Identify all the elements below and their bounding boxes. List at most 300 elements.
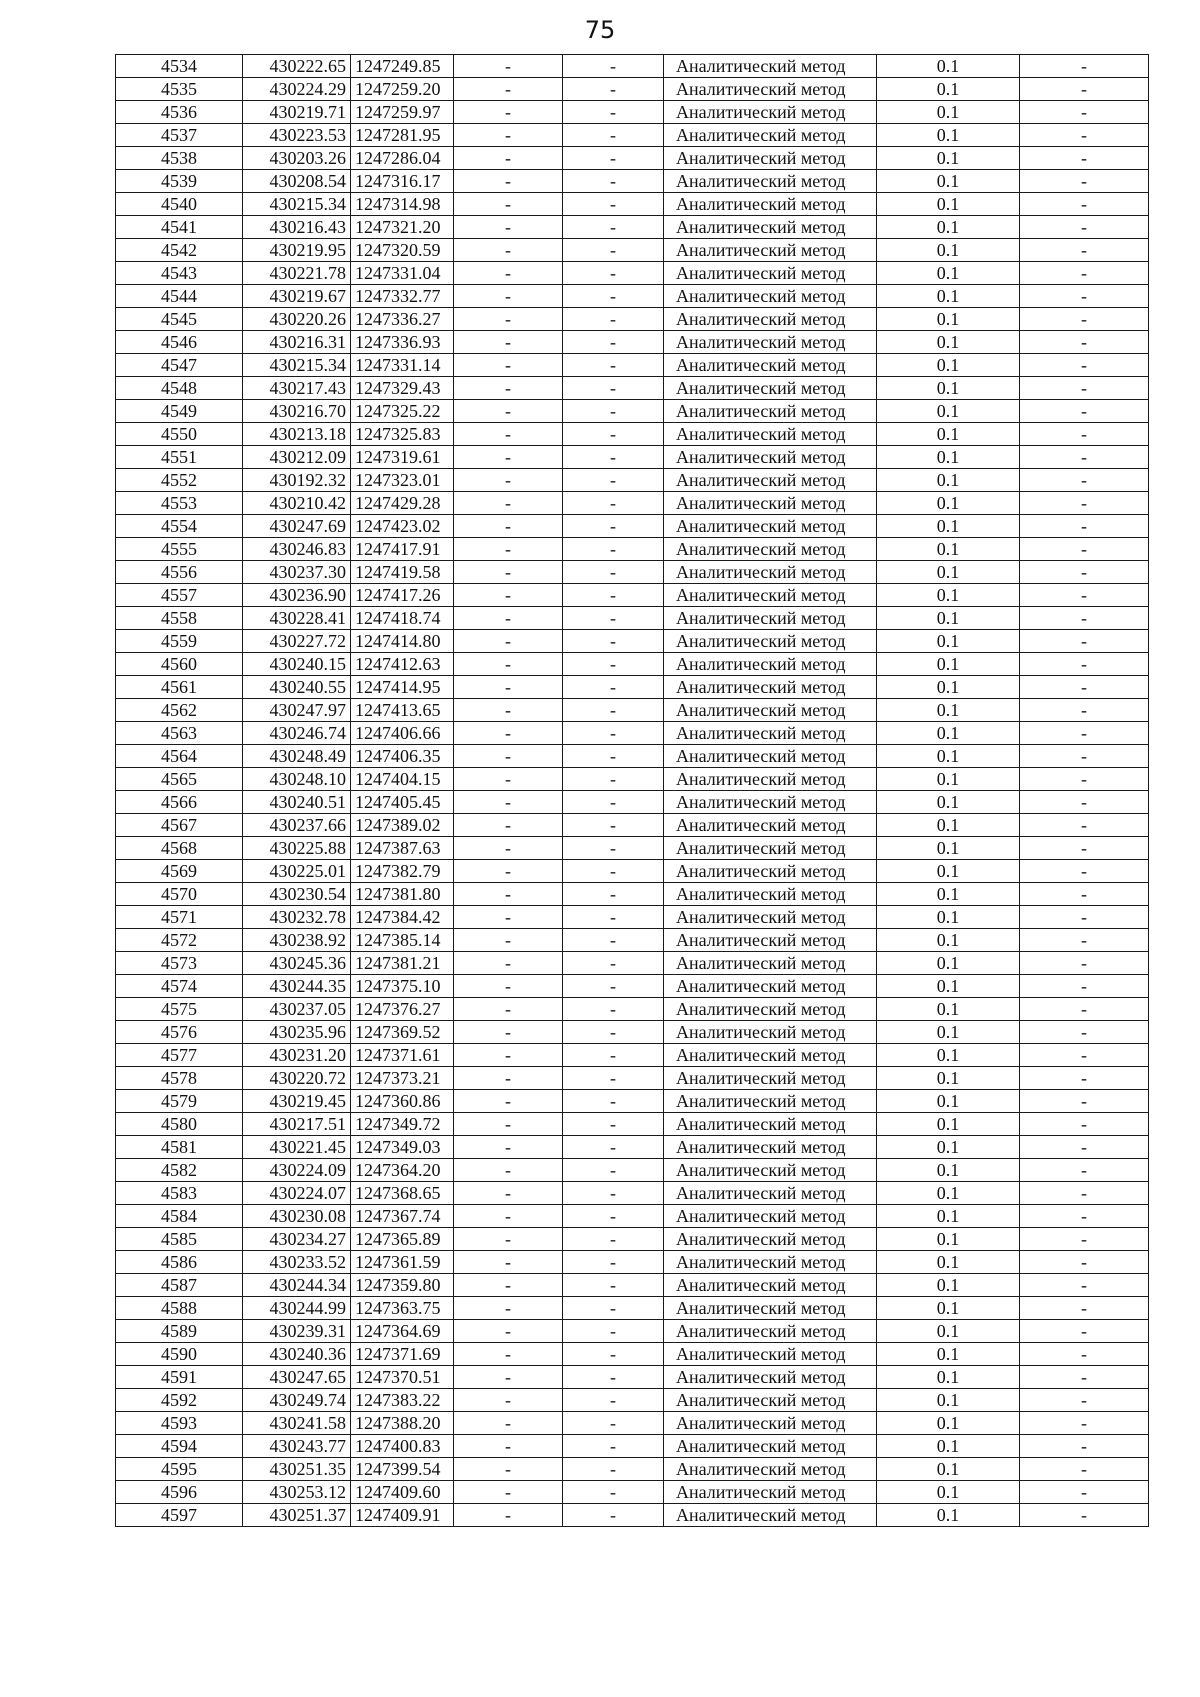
x-coordinate-cell: 430192.32 [243, 469, 351, 492]
col8-cell: - [1020, 906, 1149, 929]
table-row [116, 630, 1149, 653]
col8-cell: - [1020, 78, 1149, 101]
table-row [116, 308, 1149, 331]
table-body [116, 55, 1149, 1527]
y-coordinate-cell: 1247349.72 [351, 1113, 454, 1136]
table-row [116, 124, 1149, 147]
method-cell: Аналитический метод [664, 515, 877, 538]
table-row [116, 1366, 1149, 1389]
y-coordinate-cell: 1247371.61 [351, 1044, 454, 1067]
method-cell: Аналитический метод [664, 952, 877, 975]
col5-cell: - [563, 400, 664, 423]
col8-cell: - [1020, 423, 1149, 446]
accuracy-cell: 0.1 [877, 722, 1020, 745]
col5-cell: - [563, 308, 664, 331]
col4-cell: - [454, 1458, 563, 1481]
col8-cell: - [1020, 561, 1149, 584]
y-coordinate-cell: 1247363.75 [351, 1297, 454, 1320]
accuracy-cell: 0.1 [877, 1182, 1020, 1205]
x-coordinate-cell: 430228.41 [243, 607, 351, 630]
point-number-cell: 4594 [116, 1435, 243, 1458]
point-number-cell: 4545 [116, 308, 243, 331]
x-coordinate-cell: 430231.20 [243, 1044, 351, 1067]
point-number-cell: 4557 [116, 584, 243, 607]
method-cell: Аналитический метод [664, 354, 877, 377]
y-coordinate-cell: 1247399.54 [351, 1458, 454, 1481]
method-cell: Аналитический метод [664, 1113, 877, 1136]
method-cell: Аналитический метод [664, 216, 877, 239]
col8-cell: - [1020, 584, 1149, 607]
method-cell: Аналитический метод [664, 400, 877, 423]
accuracy-cell: 0.1 [877, 239, 1020, 262]
point-number-cell: 4596 [116, 1481, 243, 1504]
accuracy-cell: 0.1 [877, 446, 1020, 469]
accuracy-cell: 0.1 [877, 262, 1020, 285]
table-row [116, 1343, 1149, 1366]
col8-cell: - [1020, 331, 1149, 354]
col4-cell: - [454, 492, 563, 515]
col5-cell: - [563, 1067, 664, 1090]
accuracy-cell: 0.1 [877, 975, 1020, 998]
y-coordinate-cell: 1247329.43 [351, 377, 454, 400]
col4-cell: - [454, 768, 563, 791]
col4-cell: - [454, 676, 563, 699]
point-number-cell: 4574 [116, 975, 243, 998]
col4-cell: - [454, 837, 563, 860]
y-coordinate-cell: 1247332.77 [351, 285, 454, 308]
x-coordinate-cell: 430217.43 [243, 377, 351, 400]
accuracy-cell: 0.1 [877, 1343, 1020, 1366]
col5-cell: - [563, 745, 664, 768]
y-coordinate-cell: 1247419.58 [351, 561, 454, 584]
table-row [116, 676, 1149, 699]
col5-cell: - [563, 285, 664, 308]
accuracy-cell: 0.1 [877, 1136, 1020, 1159]
method-cell: Аналитический метод [664, 1343, 877, 1366]
table-row [116, 952, 1149, 975]
table-row [116, 331, 1149, 354]
method-cell: Аналитический метод [664, 630, 877, 653]
col5-cell: - [563, 55, 664, 78]
point-number-cell: 4562 [116, 699, 243, 722]
col4-cell: - [454, 630, 563, 653]
col4-cell: - [454, 722, 563, 745]
table-row [116, 837, 1149, 860]
x-coordinate-cell: 430203.26 [243, 147, 351, 170]
accuracy-cell: 0.1 [877, 124, 1020, 147]
point-number-cell: 4591 [116, 1366, 243, 1389]
point-number-cell: 4590 [116, 1343, 243, 1366]
col5-cell: - [563, 1366, 664, 1389]
y-coordinate-cell: 1247314.98 [351, 193, 454, 216]
point-number-cell: 4572 [116, 929, 243, 952]
accuracy-cell: 0.1 [877, 1159, 1020, 1182]
point-number-cell: 4551 [116, 446, 243, 469]
col4-cell: - [454, 1412, 563, 1435]
method-cell: Аналитический метод [664, 1458, 877, 1481]
col8-cell: - [1020, 1435, 1149, 1458]
table-row [116, 239, 1149, 262]
accuracy-cell: 0.1 [877, 55, 1020, 78]
col8-cell: - [1020, 653, 1149, 676]
x-coordinate-cell: 430224.29 [243, 78, 351, 101]
accuracy-cell: 0.1 [877, 745, 1020, 768]
x-coordinate-cell: 430221.78 [243, 262, 351, 285]
x-coordinate-cell: 430247.97 [243, 699, 351, 722]
point-number-cell: 4542 [116, 239, 243, 262]
col4-cell: - [454, 1182, 563, 1205]
y-coordinate-cell: 1247321.20 [351, 216, 454, 239]
x-coordinate-cell: 430248.49 [243, 745, 351, 768]
y-coordinate-cell: 1247371.69 [351, 1343, 454, 1366]
x-coordinate-cell: 430230.08 [243, 1205, 351, 1228]
col8-cell: - [1020, 515, 1149, 538]
col8-cell: - [1020, 814, 1149, 837]
col8-cell: - [1020, 262, 1149, 285]
method-cell: Аналитический метод [664, 837, 877, 860]
y-coordinate-cell: 1247320.59 [351, 239, 454, 262]
x-coordinate-cell: 430222.65 [243, 55, 351, 78]
col4-cell: - [454, 1228, 563, 1251]
method-cell: Аналитический метод [664, 538, 877, 561]
point-number-cell: 4567 [116, 814, 243, 837]
table-row [116, 883, 1149, 906]
x-coordinate-cell: 430238.92 [243, 929, 351, 952]
x-coordinate-cell: 430241.58 [243, 1412, 351, 1435]
accuracy-cell: 0.1 [877, 929, 1020, 952]
col5-cell: - [563, 998, 664, 1021]
method-cell: Аналитический метод [664, 929, 877, 952]
method-cell: Аналитический метод [664, 331, 877, 354]
method-cell: Аналитический метод [664, 1366, 877, 1389]
col8-cell: - [1020, 1297, 1149, 1320]
col5-cell: - [563, 1320, 664, 1343]
point-number-cell: 4589 [116, 1320, 243, 1343]
accuracy-cell: 0.1 [877, 952, 1020, 975]
x-coordinate-cell: 430230.54 [243, 883, 351, 906]
col5-cell: - [563, 699, 664, 722]
col5-cell: - [563, 239, 664, 262]
point-number-cell: 4586 [116, 1251, 243, 1274]
col5-cell: - [563, 1343, 664, 1366]
x-coordinate-cell: 430240.36 [243, 1343, 351, 1366]
col8-cell: - [1020, 722, 1149, 745]
col8-cell: - [1020, 791, 1149, 814]
col5-cell: - [563, 860, 664, 883]
col5-cell: - [563, 906, 664, 929]
table-row [116, 193, 1149, 216]
point-number-cell: 4581 [116, 1136, 243, 1159]
method-cell: Аналитический метод [664, 561, 877, 584]
col4-cell: - [454, 584, 563, 607]
col4-cell: - [454, 446, 563, 469]
table-row [116, 860, 1149, 883]
accuracy-cell: 0.1 [877, 1435, 1020, 1458]
table-row [116, 469, 1149, 492]
accuracy-cell: 0.1 [877, 377, 1020, 400]
col8-cell: - [1020, 1251, 1149, 1274]
x-coordinate-cell: 430215.34 [243, 193, 351, 216]
table-row [116, 1067, 1149, 1090]
col4-cell: - [454, 78, 563, 101]
y-coordinate-cell: 1247400.83 [351, 1435, 454, 1458]
method-cell: Аналитический метод [664, 101, 877, 124]
col8-cell: - [1020, 469, 1149, 492]
table-row [116, 285, 1149, 308]
y-coordinate-cell: 1247331.14 [351, 354, 454, 377]
accuracy-cell: 0.1 [877, 469, 1020, 492]
col4-cell: - [454, 1021, 563, 1044]
y-coordinate-cell: 1247381.80 [351, 883, 454, 906]
col4-cell: - [454, 1320, 563, 1343]
table-row [116, 446, 1149, 469]
table-row [116, 1044, 1149, 1067]
col5-cell: - [563, 952, 664, 975]
col5-cell: - [563, 538, 664, 561]
method-cell: Аналитический метод [664, 1090, 877, 1113]
accuracy-cell: 0.1 [877, 101, 1020, 124]
y-coordinate-cell: 1247382.79 [351, 860, 454, 883]
point-number-cell: 4547 [116, 354, 243, 377]
point-number-cell: 4595 [116, 1458, 243, 1481]
accuracy-cell: 0.1 [877, 400, 1020, 423]
x-coordinate-cell: 430235.96 [243, 1021, 351, 1044]
col8-cell: - [1020, 952, 1149, 975]
accuracy-cell: 0.1 [877, 814, 1020, 837]
x-coordinate-cell: 430237.30 [243, 561, 351, 584]
x-coordinate-cell: 430245.36 [243, 952, 351, 975]
method-cell: Аналитический метод [664, 975, 877, 998]
y-coordinate-cell: 1247406.35 [351, 745, 454, 768]
point-number-cell: 4555 [116, 538, 243, 561]
col5-cell: - [563, 1205, 664, 1228]
table-row [116, 1504, 1149, 1527]
point-number-cell: 4582 [116, 1159, 243, 1182]
col5-cell: - [563, 883, 664, 906]
table-row [116, 561, 1149, 584]
y-coordinate-cell: 1247385.14 [351, 929, 454, 952]
method-cell: Аналитический метод [664, 768, 877, 791]
col8-cell: - [1020, 285, 1149, 308]
accuracy-cell: 0.1 [877, 1021, 1020, 1044]
point-number-cell: 4558 [116, 607, 243, 630]
table-row [116, 699, 1149, 722]
col4-cell: - [454, 1481, 563, 1504]
point-number-cell: 4535 [116, 78, 243, 101]
y-coordinate-cell: 1247417.26 [351, 584, 454, 607]
x-coordinate-cell: 430234.27 [243, 1228, 351, 1251]
x-coordinate-cell: 430249.74 [243, 1389, 351, 1412]
col8-cell: - [1020, 1113, 1149, 1136]
point-number-cell: 4553 [116, 492, 243, 515]
col8-cell: - [1020, 975, 1149, 998]
col8-cell: - [1020, 1182, 1149, 1205]
y-coordinate-cell: 1247336.27 [351, 308, 454, 331]
table-row [116, 1251, 1149, 1274]
col4-cell: - [454, 1274, 563, 1297]
method-cell: Аналитический метод [664, 147, 877, 170]
col8-cell: - [1020, 147, 1149, 170]
table-row [116, 1297, 1149, 1320]
col4-cell: - [454, 1435, 563, 1458]
y-coordinate-cell: 1247331.04 [351, 262, 454, 285]
x-coordinate-cell: 430212.09 [243, 446, 351, 469]
accuracy-cell: 0.1 [877, 1228, 1020, 1251]
col5-cell: - [563, 791, 664, 814]
col5-cell: - [563, 929, 664, 952]
col8-cell: - [1020, 538, 1149, 561]
x-coordinate-cell: 430243.77 [243, 1435, 351, 1458]
col8-cell: - [1020, 1481, 1149, 1504]
accuracy-cell: 0.1 [877, 285, 1020, 308]
table-row [116, 1090, 1149, 1113]
point-number-cell: 4585 [116, 1228, 243, 1251]
point-number-cell: 4559 [116, 630, 243, 653]
col8-cell: - [1020, 699, 1149, 722]
x-coordinate-cell: 430253.12 [243, 1481, 351, 1504]
point-number-cell: 4566 [116, 791, 243, 814]
point-number-cell: 4540 [116, 193, 243, 216]
accuracy-cell: 0.1 [877, 998, 1020, 1021]
table-row [116, 607, 1149, 630]
col8-cell: - [1020, 55, 1149, 78]
table-row [116, 1389, 1149, 1412]
table-row [116, 1458, 1149, 1481]
col8-cell: - [1020, 929, 1149, 952]
method-cell: Аналитический метод [664, 1228, 877, 1251]
accuracy-cell: 0.1 [877, 1113, 1020, 1136]
method-cell: Аналитический метод [664, 722, 877, 745]
x-coordinate-cell: 430244.99 [243, 1297, 351, 1320]
accuracy-cell: 0.1 [877, 676, 1020, 699]
col5-cell: - [563, 1274, 664, 1297]
method-cell: Аналитический метод [664, 883, 877, 906]
col8-cell: - [1020, 1389, 1149, 1412]
col8-cell: - [1020, 1136, 1149, 1159]
accuracy-cell: 0.1 [877, 170, 1020, 193]
col8-cell: - [1020, 630, 1149, 653]
point-number-cell: 4556 [116, 561, 243, 584]
point-number-cell: 4544 [116, 285, 243, 308]
y-coordinate-cell: 1247364.20 [351, 1159, 454, 1182]
table-row [116, 1274, 1149, 1297]
point-number-cell: 4538 [116, 147, 243, 170]
x-coordinate-cell: 430219.45 [243, 1090, 351, 1113]
col5-cell: - [563, 1481, 664, 1504]
table-row [116, 147, 1149, 170]
col5-cell: - [563, 1412, 664, 1435]
col5-cell: - [563, 722, 664, 745]
y-coordinate-cell: 1247365.89 [351, 1228, 454, 1251]
y-coordinate-cell: 1247323.01 [351, 469, 454, 492]
x-coordinate-cell: 430225.01 [243, 860, 351, 883]
x-coordinate-cell: 430224.09 [243, 1159, 351, 1182]
col4-cell: - [454, 653, 563, 676]
col8-cell: - [1020, 1090, 1149, 1113]
y-coordinate-cell: 1247429.28 [351, 492, 454, 515]
accuracy-cell: 0.1 [877, 308, 1020, 331]
method-cell: Аналитический метод [664, 1136, 877, 1159]
y-coordinate-cell: 1247387.63 [351, 837, 454, 860]
col8-cell: - [1020, 492, 1149, 515]
y-coordinate-cell: 1247412.63 [351, 653, 454, 676]
col5-cell: - [563, 814, 664, 837]
accuracy-cell: 0.1 [877, 331, 1020, 354]
method-cell: Аналитический метод [664, 1251, 877, 1274]
x-coordinate-cell: 430216.43 [243, 216, 351, 239]
col5-cell: - [563, 469, 664, 492]
col5-cell: - [563, 1182, 664, 1205]
accuracy-cell: 0.1 [877, 699, 1020, 722]
x-coordinate-cell: 430221.45 [243, 1136, 351, 1159]
col5-cell: - [563, 354, 664, 377]
y-coordinate-cell: 1247409.91 [351, 1504, 454, 1527]
col5-cell: - [563, 1228, 664, 1251]
x-coordinate-cell: 430224.07 [243, 1182, 351, 1205]
point-number-cell: 4554 [116, 515, 243, 538]
x-coordinate-cell: 430239.31 [243, 1320, 351, 1343]
method-cell: Аналитический метод [664, 1297, 877, 1320]
x-coordinate-cell: 430220.26 [243, 308, 351, 331]
x-coordinate-cell: 430208.54 [243, 170, 351, 193]
col8-cell: - [1020, 1412, 1149, 1435]
y-coordinate-cell: 1247319.61 [351, 446, 454, 469]
col5-cell: - [563, 653, 664, 676]
accuracy-cell: 0.1 [877, 193, 1020, 216]
accuracy-cell: 0.1 [877, 216, 1020, 239]
table-row [116, 1205, 1149, 1228]
accuracy-cell: 0.1 [877, 837, 1020, 860]
col5-cell: - [563, 1090, 664, 1113]
table-row [116, 929, 1149, 952]
method-cell: Аналитический метод [664, 423, 877, 446]
accuracy-cell: 0.1 [877, 1205, 1020, 1228]
x-coordinate-cell: 430251.35 [243, 1458, 351, 1481]
col8-cell: - [1020, 860, 1149, 883]
point-number-cell: 4569 [116, 860, 243, 883]
point-number-cell: 4541 [116, 216, 243, 239]
col4-cell: - [454, 1113, 563, 1136]
table-row [116, 745, 1149, 768]
y-coordinate-cell: 1247316.17 [351, 170, 454, 193]
col4-cell: - [454, 285, 563, 308]
col4-cell: - [454, 55, 563, 78]
method-cell: Аналитический метод [664, 469, 877, 492]
col4-cell: - [454, 561, 563, 584]
y-coordinate-cell: 1247368.65 [351, 1182, 454, 1205]
y-coordinate-cell: 1247413.65 [351, 699, 454, 722]
table-row [116, 791, 1149, 814]
table-row [116, 814, 1149, 837]
col8-cell: - [1020, 377, 1149, 400]
table-row [116, 78, 1149, 101]
method-cell: Аналитический метод [664, 492, 877, 515]
col4-cell: - [454, 952, 563, 975]
method-cell: Аналитический метод [664, 239, 877, 262]
y-coordinate-cell: 1247281.95 [351, 124, 454, 147]
col8-cell: - [1020, 193, 1149, 216]
table-row [116, 55, 1149, 78]
point-number-cell: 4563 [116, 722, 243, 745]
col8-cell: - [1020, 1021, 1149, 1044]
col5-cell: - [563, 515, 664, 538]
col5-cell: - [563, 584, 664, 607]
point-number-cell: 4593 [116, 1412, 243, 1435]
table-row [116, 216, 1149, 239]
y-coordinate-cell: 1247367.74 [351, 1205, 454, 1228]
col8-cell: - [1020, 1067, 1149, 1090]
x-coordinate-cell: 430247.65 [243, 1366, 351, 1389]
